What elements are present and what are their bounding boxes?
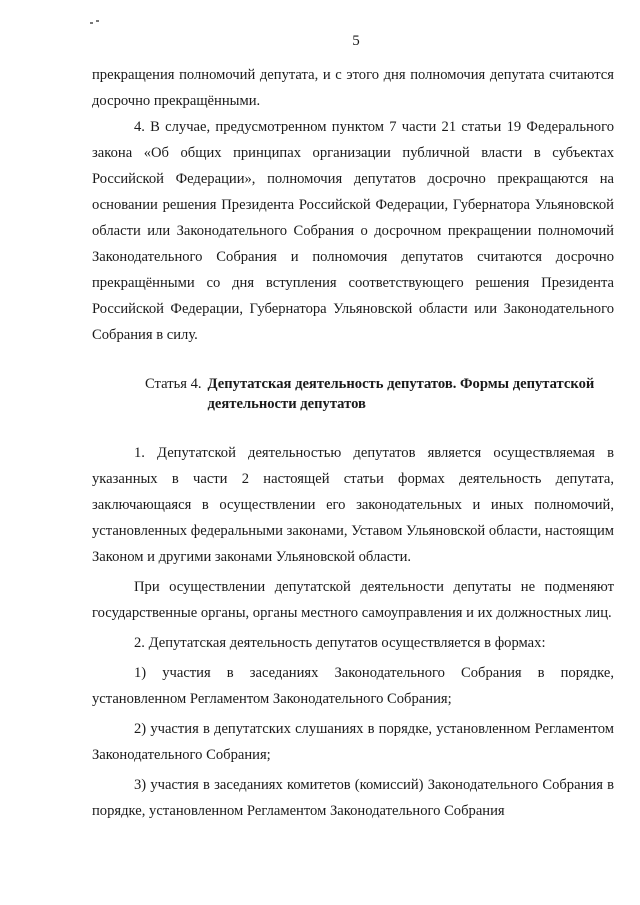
paragraph-part-1: 1. Депутатской деятельностью депутатов является осуществляемая в указанных в части 2 настоящей статьи формах деятельность депутата, заключающаяся в осуществлении его законодательных и иных полномочий, установленных федеральными законами, Уставом Ульяновской области, настоящим Законом и другими законами Ульяновской области. [92, 445, 614, 565]
article-label: Статья 4. [145, 376, 202, 392]
document-body [92, 62, 614, 824]
paragraph-part-2: 2. Депутатская деятельность депутатов осуществляется в формах: [134, 635, 546, 651]
list-item-3: 3) участия в заседаниях комитетов (комиссий) Законодательного Собрания в порядке, установленном Регламентом Законодательного Собрания [92, 777, 614, 819]
scan-speck [90, 22, 93, 24]
article-title: Депутатская деятельность депутатов. Формы депутатской деятельности депутатов [207, 376, 595, 412]
scan-speck [96, 20, 99, 22]
paragraph-item-4: 4. В случае, предусмотренном пунктом 7 части 21 статьи 19 Федерального закона «Об общих принципах организации публичной власти в субъектах Российской Федерации», полномочия депутатов досрочно прекращаются на основании решения Президента Российской Федерации, Губернатора Ульяновской области или Законодательного Собрания о досрочном прекращении полномочий Законодательного Собрания и полномочия депутатов считаются досрочно прекращёнными со дня вступления соответствующего решения Президента Российской Федерации, Губернатора Ульяновской области или Законодательного Собрания в силу. [92, 119, 614, 343]
paragraph-continuation: прекращения полномочий депутата, и с этого дня полномочия депутата считаются досрочно прекращёнными. [92, 67, 614, 109]
list-item-1: 1) участия в заседаниях Законодательного Собрания в порядке, установленном Регламентом Законодательного Собрания; [92, 665, 614, 707]
article-heading [92, 374, 614, 414]
page-number: 5 [352, 33, 360, 49]
list-item-2: 2) участия в депутатских слушаниях в порядке, установленном Регламентом Законодательного Собрания; [92, 721, 614, 763]
paragraph-part-1-note: При осуществлении депутатской деятельности депутаты не подменяют государственные органы, органы местного самоуправления и их должностных лиц. [92, 579, 614, 621]
